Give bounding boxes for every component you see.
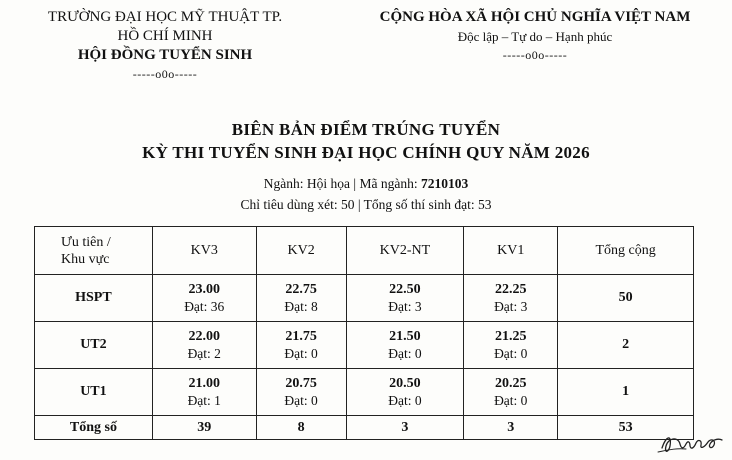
major-info — [0, 176, 732, 192]
cutoff-score: 23.00 — [188, 282, 220, 297]
score-cell — [464, 275, 558, 322]
cutoff-score: 21.25 — [495, 329, 527, 344]
passed-count: Đạt: 36 — [184, 299, 225, 314]
national-motto: Độc lập – Tự do – Hạnh phúc — [457, 29, 613, 44]
passed-count: Đạt: 8 — [284, 299, 318, 314]
cutoff-score: 20.25 — [495, 376, 527, 391]
row-label: UT2 — [35, 322, 153, 369]
passed-count: Đạt: 1 — [187, 393, 221, 408]
score-cell — [152, 275, 256, 322]
score-cell — [152, 322, 256, 369]
totals-row — [35, 416, 694, 440]
cutoff-score: 22.00 — [188, 329, 220, 344]
table-header-row — [35, 227, 694, 275]
corner-header — [35, 227, 153, 275]
cutoff-score: 22.25 — [495, 282, 527, 297]
corner-label-line1: Ưu tiên / — [61, 234, 111, 250]
passed-count: Đạt: 0 — [494, 346, 528, 361]
passed-count: Đạt: 3 — [388, 299, 422, 314]
column-header: KV1 — [464, 227, 558, 275]
totals-label: Tổng số — [35, 416, 153, 440]
score-cell — [256, 275, 346, 322]
corner-label-line2: Khu vực — [61, 251, 110, 267]
major-code: 7210103 — [420, 176, 469, 191]
table-row — [35, 322, 694, 369]
column-header: KV2-NT — [346, 227, 464, 275]
row-total: 2 — [558, 322, 694, 369]
cutoff-score: 22.50 — [389, 282, 421, 297]
score-cell — [346, 322, 464, 369]
score-cell — [346, 369, 464, 416]
row-total: 50 — [558, 275, 694, 322]
major-label: Ngành: Hội họa | Mã ngành: — [263, 176, 421, 191]
passed-count: Đạt: 0 — [284, 393, 318, 408]
cutoff-score: 21.50 — [389, 329, 421, 344]
passed-count: Đạt: 3 — [494, 299, 528, 314]
cutoff-score: 22.75 — [285, 282, 317, 297]
row-label: UT1 — [35, 369, 153, 416]
column-header: KV2 — [256, 227, 346, 275]
column-total: 8 — [256, 416, 346, 440]
council-name: HỘI ĐỒNG TUYỂN SINH — [77, 47, 253, 63]
score-cell — [256, 369, 346, 416]
row-label: HSPT — [35, 275, 153, 322]
grand-total: 53 — [558, 416, 694, 440]
score-cell — [256, 322, 346, 369]
header-right — [350, 8, 720, 65]
score-cell — [152, 369, 256, 416]
national-title: CỘNG HÒA XÃ HỘI CHỦ NGHĨA VIỆT NAM — [379, 9, 691, 25]
ornament-divider: -----o0o----- — [502, 48, 568, 62]
score-cell — [464, 369, 558, 416]
score-cell — [346, 275, 464, 322]
passed-count: Đạt: 0 — [388, 393, 422, 408]
passed-count: Đạt: 0 — [494, 393, 528, 408]
table-row — [35, 275, 694, 322]
column-total: 39 — [152, 416, 256, 440]
cutoff-score: 20.75 — [285, 376, 317, 391]
score-cell — [464, 322, 558, 369]
header-left — [20, 8, 310, 84]
table-row — [35, 369, 694, 416]
column-total: 3 — [464, 416, 558, 440]
school-name-line1: TRƯỜNG ĐẠI HỌC MỸ THUẬT TP. — [47, 9, 283, 25]
cutoff-score: 20.50 — [389, 376, 421, 391]
column-total: 3 — [346, 416, 464, 440]
cutoff-score: 21.00 — [188, 376, 220, 391]
passed-count: Đạt: 0 — [284, 346, 318, 361]
column-header: Tổng cộng — [558, 227, 694, 275]
document-title: BIÊN BẢN ĐIỂM TRÚNG TUYỂN — [231, 120, 501, 139]
column-header: KV3 — [152, 227, 256, 275]
school-name-line2: HỒ CHÍ MINH — [117, 28, 213, 44]
passed-count: Đạt: 2 — [187, 346, 221, 361]
passed-count: Đạt: 0 — [388, 346, 422, 361]
document-subtitle: KỲ THI TUYỂN SINH ĐẠI HỌC CHÍNH QUY NĂM 2026 — [142, 143, 590, 162]
ornament-divider: -----o0o----- — [132, 67, 198, 81]
row-total: 1 — [558, 369, 694, 416]
admission-score-table — [34, 226, 694, 440]
handwritten-signature — [656, 428, 726, 458]
cutoff-score: 21.75 — [285, 329, 317, 344]
quota-info: Chỉ tiêu dùng xét: 50 | Tổng số thí sinh đạt: 53 — [240, 197, 492, 212]
